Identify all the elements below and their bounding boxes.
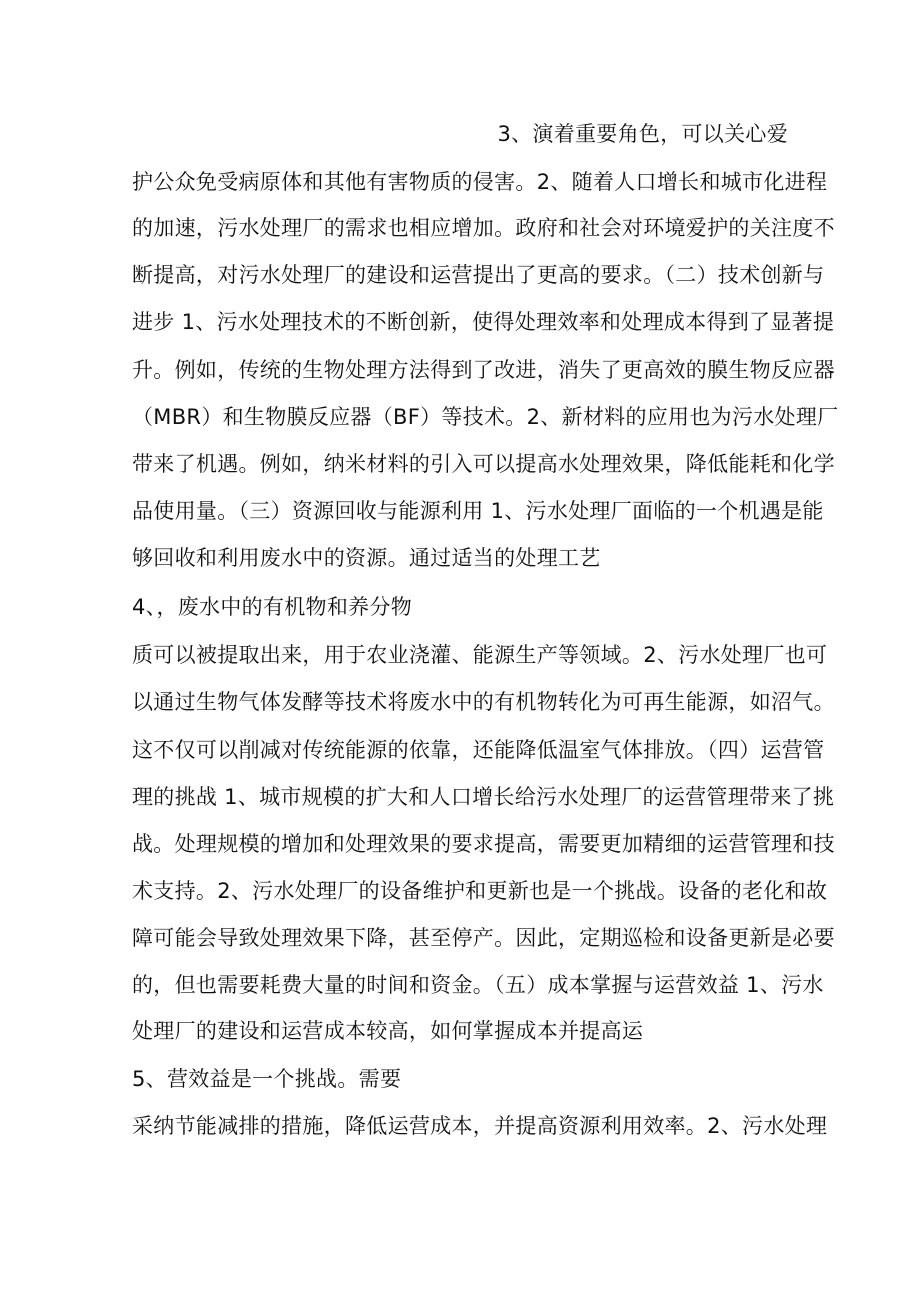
text-line: 断提高，对污水处理厂的建设和运营提出了更高的要求。（二）技术创新与 [132, 263, 825, 287]
text-line: 障可能会导致处理效果下降，甚至停产。因此，定期巡检和设备更新是必要 [132, 926, 835, 950]
text-line: 处理厂的建设和运营成本较高，如何掌握成本并提高运 [132, 1019, 644, 1043]
text-line: 够回收和利用废水中的资源。通过适当的处理工艺 [132, 546, 601, 570]
text-line: 质可以被提取出来，用于农业浇灌、能源生产等领域。2、污水处理厂也可 [132, 643, 828, 667]
text-line: 进步 1、污水处理技术的不断创新，使得处理效率和处理成本得到了显著提 [132, 310, 835, 334]
text-line: 的，但也需要耗费大量的时间和资金。（五）成本掌握与运营效益 1、污水 [132, 973, 824, 997]
section-start-line-3: 3、演着重要角色，可以关心爱 [497, 122, 788, 146]
text-line: 战。处理规模的增加和处理效果的要求提高，需要更加精细的运营管理和技 [132, 832, 835, 856]
text-line: 这不仅可以削减对传统能源的依靠，还能降低温室气体排放。（四）运营管 [132, 738, 825, 762]
text-line: 升。例如，传统的生物处理方法得到了改进，消失了更高效的膜生物反应器 [132, 358, 835, 382]
text-line: 的加速，污水处理厂的需求也相应增加。政府和社会对环境爱护的关注度不 [132, 216, 835, 240]
text-line: 术支持。2、污水处理厂的设备维护和更新也是一个挑战。设备的老化和故 [132, 879, 828, 903]
text-line: 5、营效益是一个挑战。需要 [132, 1067, 402, 1091]
text-line: （MBR）和生物膜反应器（BF）等技术。2、新材料的应用也为污水处理厂 [132, 405, 839, 429]
text-line: 以通过生物气体发酵等技术将废水中的有机物转化为可再生能源，如沼气。 [132, 690, 835, 714]
text-line: 4、，废水中的有机物和养分物 [132, 595, 413, 619]
text-line: 品使用量。（三）资源回收与能源利用 1、污水处理厂面临的一个机遇是能 [132, 499, 824, 523]
text-line: 带来了机遇。例如，纳米材料的引入可以提高水处理效果，降低能耗和化学 [132, 452, 835, 476]
text-line: 护公众免受病原体和其他有害物质的侵害。2、随着人口增长和城市化进程 [132, 170, 828, 194]
text-line: 采纳节能减排的措施，降低运营成本，并提高资源利用效率。2、污水处理 [132, 1114, 828, 1138]
text-line: 理的挑战 1、城市规模的扩大和人口增长给污水处理厂的运营管理带来了挑 [132, 785, 835, 809]
